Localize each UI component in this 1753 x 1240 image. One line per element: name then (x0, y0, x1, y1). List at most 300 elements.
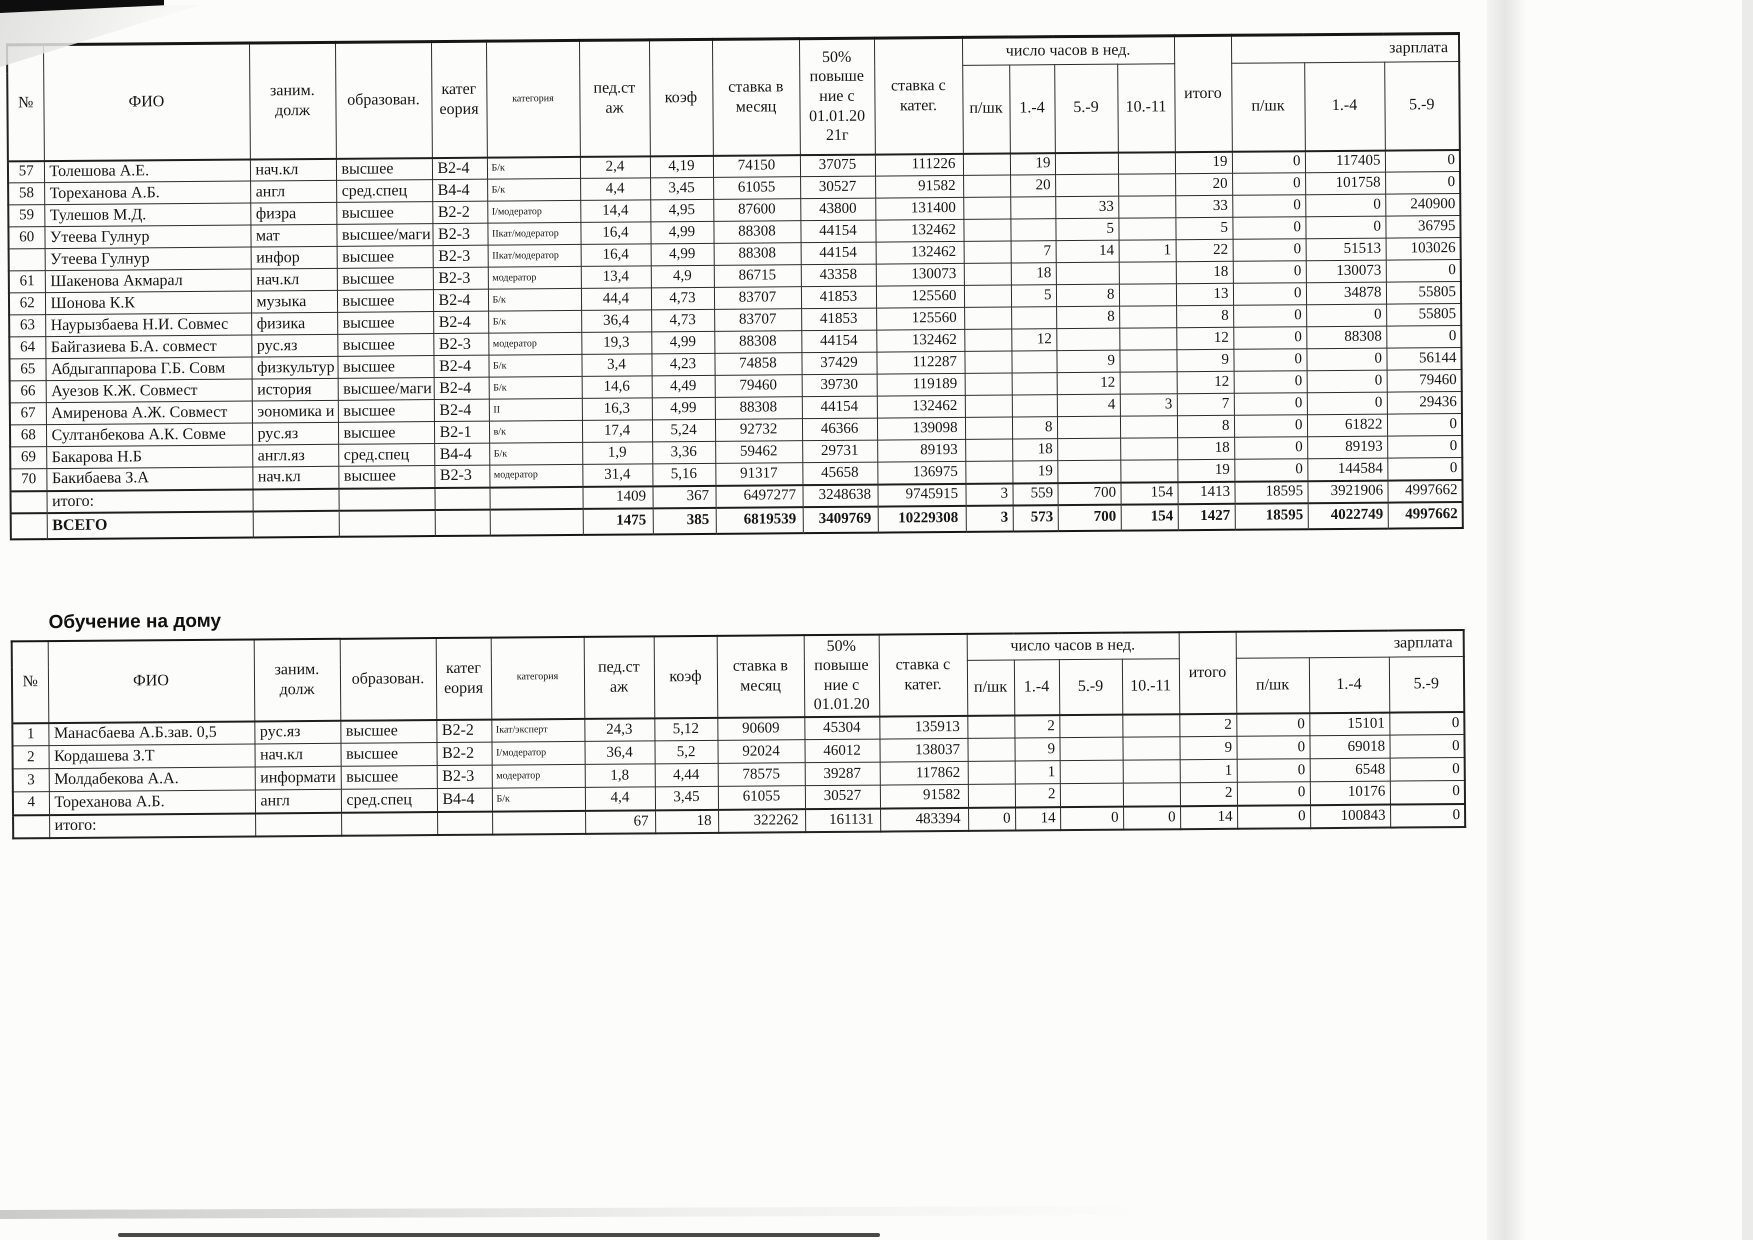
table-cell: Iкат/эксперт (491, 718, 584, 742)
table-cell: 7 (1177, 393, 1234, 415)
table-cell (1119, 262, 1176, 284)
table-cell (1120, 460, 1177, 482)
scan-edge-shadow (1487, 0, 1527, 1240)
table-cell: 0 (1233, 261, 1306, 284)
table-cell: 1,9 (582, 442, 652, 465)
table-cell: 0 (1237, 759, 1310, 783)
table-cell: 3,4 (581, 354, 651, 377)
table-cell: физика (251, 312, 337, 335)
table-cell: 12 (1011, 329, 1056, 351)
column-header: категория (491, 636, 585, 719)
table-cell: 14 (1056, 240, 1119, 262)
table-cell: 103026 (1386, 237, 1461, 260)
table-cell: 30527 (800, 176, 875, 199)
table-cell: Байгазиева Б.А. совмест (45, 335, 251, 359)
table-cell: 0 (1386, 259, 1461, 282)
table-cell: 154 (1120, 482, 1177, 504)
table-cell: В2-3 (433, 267, 488, 289)
table-cell: 39730 (802, 374, 877, 397)
table-cell: 12 (1057, 372, 1120, 394)
table-cell: 101758 (1305, 172, 1385, 195)
column-header: заним. долж (249, 42, 336, 159)
table-cell: 63 (9, 315, 45, 337)
column-header: 50% повыше ние с 01.01.20 21г (799, 38, 875, 155)
table-cell: I/модератор (491, 741, 584, 765)
table-cell: Манасбаева А.Б.зав. 0,5 (48, 721, 254, 746)
table-cell: Б/к (488, 310, 581, 333)
table-cell: 91582 (875, 175, 963, 198)
table-cell: 51513 (1306, 238, 1386, 261)
table-cell (435, 509, 490, 535)
table-cell (1059, 714, 1122, 737)
table-cell (1123, 760, 1180, 783)
table-cell: модератор (488, 332, 581, 355)
table-cell: 89193 (1307, 436, 1387, 459)
table-cell (964, 241, 1011, 263)
table-cell: В2-4 (433, 311, 488, 333)
column-header: образован. (340, 638, 437, 721)
table-cell: Б/к (487, 178, 580, 201)
column-header: № (12, 641, 49, 723)
table-cell: Амиренова А.Ж. Совмест (46, 401, 252, 425)
table-cell: В4-4 (434, 443, 489, 465)
table-cell: 100843 (1310, 804, 1390, 828)
table-cell: 18595 (1234, 481, 1307, 504)
table-cell: Бакибаева З.А (46, 467, 252, 491)
table-cell: 19,3 (581, 332, 651, 355)
staff-salary-table (6, 32, 1464, 540)
table-cell: 0 (1232, 195, 1305, 218)
table-cell: 0 (1233, 239, 1306, 262)
table-cell: 1 (1119, 240, 1176, 262)
table-cell: 43358 (801, 264, 876, 287)
table-cell: 367 (652, 485, 715, 507)
table-cell: 90609 (717, 717, 804, 741)
home-schooling-title: Обучение на дому (48, 610, 222, 633)
table-cell: 5 (1175, 217, 1232, 239)
table-cell: 9 (1179, 736, 1236, 759)
table-cell: 132462 (876, 329, 964, 352)
table-cell: 136975 (877, 461, 965, 484)
table-cell: 64 (9, 337, 45, 359)
table-cell (1118, 196, 1175, 218)
table-cell: 15101 (1309, 712, 1389, 736)
table-cell: В2-3 (432, 223, 487, 245)
table-cell: 138037 (879, 738, 967, 762)
table-cell: 3921906 (1307, 480, 1387, 503)
table-cell: 61055 (718, 786, 805, 810)
table-cell: 0 (1307, 392, 1387, 415)
table-cell (1012, 395, 1057, 417)
table-cell: 0 (1305, 194, 1385, 217)
table-cell: 4 (13, 792, 49, 815)
itogo-column-header: итого (1174, 35, 1232, 151)
table-cell: 3248638 (802, 484, 877, 507)
table-cell: Б/к (487, 156, 580, 179)
table-cell: 6497277 (715, 485, 802, 508)
table-cell: в/к (489, 420, 582, 443)
table-cell (434, 487, 489, 509)
table-cell: 8 (1012, 417, 1057, 439)
table-cell: 92024 (717, 740, 804, 764)
itogo-column-header: итого (1179, 631, 1237, 714)
table-cell: 16,4 (581, 244, 651, 267)
table-cell: итого: (49, 813, 255, 838)
table-cell (339, 510, 435, 537)
table-cell: 14,6 (582, 376, 652, 399)
column-header: коэф (649, 39, 713, 155)
table-cell (1060, 783, 1123, 806)
column-header: заним. долж (254, 638, 341, 721)
table-cell: 16,3 (582, 398, 652, 421)
table-cell: В2-4 (433, 355, 488, 377)
table-cell: Тореханова А.Б. (44, 181, 250, 205)
table-cell: 0 (1232, 173, 1305, 196)
table-cell: сред.спец (341, 789, 437, 813)
table-cell: 139098 (877, 417, 965, 440)
table-cell: 18 (1011, 263, 1056, 285)
table-cell: В2-4 (432, 157, 487, 179)
hours-group-header: число часов в нед. (962, 36, 1174, 66)
table-cell: В2-3 (434, 465, 489, 487)
table-cell: 5,24 (652, 419, 715, 441)
table-cell: 19 (1177, 459, 1234, 481)
column-header: ФИО (48, 639, 255, 723)
table-cell: 0 (1237, 782, 1310, 806)
table-cell (1056, 328, 1119, 350)
table-cell: 573 (1013, 505, 1058, 531)
table-cell: Абдыгаппарова Г.Б. Совм (45, 357, 251, 381)
table-cell: высшее/маги (336, 224, 432, 247)
table-cell: высшее/маги (338, 378, 434, 401)
table-cell (1057, 416, 1120, 438)
table-cell: 89193 (877, 439, 965, 462)
table-cell: 18 (655, 809, 718, 832)
table-cell: 36,4 (581, 310, 651, 333)
table-cell: 8 (1056, 306, 1119, 328)
table-cell (1118, 218, 1175, 240)
table-cell: 29436 (1387, 391, 1462, 414)
table-cell: 24,3 (584, 718, 654, 742)
table-cell: 0 (1305, 216, 1385, 239)
table-cell: 6548 (1310, 758, 1390, 782)
table-cell: 0 (1390, 758, 1465, 782)
table-cell: 4,99 (651, 243, 714, 265)
table-cell: высшее (338, 466, 434, 489)
table-cell: 79460 (1387, 369, 1462, 392)
table-cell: 45658 (802, 462, 877, 485)
scan-bottom-shadow (0, 1206, 1150, 1219)
table-cell: 8 (1177, 415, 1234, 437)
salary-group-header: зарплата (1236, 629, 1464, 657)
table-cell (1057, 438, 1120, 460)
table-cell: 20 (1010, 175, 1055, 197)
table-cell: рус.яз (254, 720, 340, 744)
table-cell: 1409 (582, 486, 652, 509)
table-cell: 1 (1180, 759, 1237, 782)
table-cell: 59462 (715, 441, 802, 464)
table-cell: 0 (1306, 348, 1386, 371)
table-cell: 0 (1387, 413, 1462, 436)
table-cell (1010, 197, 1055, 219)
table-cell: 44154 (802, 396, 877, 419)
table-cell: 67 (585, 810, 655, 834)
table-cell: Тулешов М.Д. (44, 203, 250, 227)
column-header: ФИО (43, 43, 250, 161)
table-cell: 0 (1389, 735, 1464, 759)
table-cell: 3 (966, 505, 1013, 531)
table-cell: нач.кл (252, 466, 338, 489)
table-cell: 33 (1055, 196, 1118, 218)
table-cell: IIкат/модератор (488, 244, 581, 267)
table-cell: Шакенова Акмарал (45, 269, 251, 293)
table-cell: 3 (965, 483, 1012, 505)
table-cell: Тореханова А.Б. (49, 790, 255, 815)
table-cell: 2,4 (580, 156, 650, 179)
scan-far-edge (1742, 0, 1753, 1240)
table-cell: 88308 (714, 331, 801, 354)
table-cell: 14 (1015, 807, 1060, 830)
column-header: 5.-9 (1054, 64, 1118, 152)
column-header: 10.-11 (1117, 64, 1175, 152)
table-cell (1119, 350, 1176, 372)
table-cell: 20 (1175, 173, 1232, 195)
table-cell: В2-3 (437, 765, 492, 788)
table-cell: 0 (1385, 172, 1460, 195)
table-cell: 240900 (1385, 193, 1460, 216)
table-cell: 3 (1120, 394, 1177, 416)
table-cell: 117405 (1305, 150, 1385, 173)
table-cell: 4,73 (651, 309, 714, 331)
table-cell: 44154 (800, 220, 875, 243)
table-cell: Молдабекова А.А. (49, 767, 255, 792)
table-cell: 8 (1176, 305, 1233, 327)
table-cell: Б/к (488, 288, 581, 311)
table-cell: 0 (1386, 325, 1461, 348)
table-cell: 4 (1057, 394, 1120, 416)
table-cell: 4,95 (650, 199, 713, 221)
table-cell (252, 488, 338, 511)
table-cell: 125560 (876, 307, 964, 330)
table-cell: 1 (1015, 761, 1060, 784)
table-cell: 5 (1055, 218, 1118, 240)
hours-group-header: число часов в нед. (967, 632, 1179, 660)
table-cell: 70 (10, 469, 46, 491)
table-cell: 22 (1176, 239, 1233, 261)
table-cell: мат (250, 224, 336, 247)
table-cell: 0 (1234, 393, 1307, 416)
table-cell: сред.спец (338, 444, 434, 467)
table-cell: 9 (1176, 349, 1233, 371)
table-cell: нач.кл (254, 743, 340, 767)
table-cell: 3,45 (650, 177, 713, 199)
table-cell: нач.кл (250, 158, 336, 181)
table-cell: 14,4 (580, 200, 650, 223)
table-cell (1119, 328, 1176, 350)
table-cell (968, 784, 1015, 807)
table-cell: 43800 (800, 198, 875, 221)
table-cell: высшее (341, 766, 437, 790)
table-cell: I/модератор (487, 200, 580, 223)
table-cell: 57 (8, 161, 44, 183)
table-cell: 60 (8, 227, 44, 249)
column-header: 10.-11 (1122, 658, 1179, 714)
table-cell: 4,44 (655, 763, 718, 786)
table-cell (253, 510, 339, 537)
table-cell: 0 (1387, 435, 1462, 458)
table-cell: информати (255, 766, 341, 790)
table-cell: 13 (1176, 283, 1233, 305)
table-cell: 39287 (805, 762, 880, 786)
table-cell (338, 488, 434, 511)
table-cell: В2-3 (433, 333, 488, 355)
table-cell: Толешова А.Е. (44, 159, 250, 183)
table-cell: 132462 (876, 241, 964, 264)
table-cell (10, 491, 46, 513)
column-header: 1.-4 (1309, 657, 1389, 713)
table-cell: сред.спец (336, 180, 432, 203)
table-cell (1122, 737, 1179, 760)
table-cell: нач.кл (251, 268, 337, 291)
table-cell: 4,4 (580, 178, 650, 201)
table-cell: высшее (340, 743, 436, 767)
table-cell: 559 (1012, 483, 1057, 505)
table-cell (1120, 372, 1177, 394)
table-cell: 44154 (801, 330, 876, 353)
table-cell: 112287 (876, 351, 964, 374)
table-cell: 125560 (876, 285, 964, 308)
table-cell: 131400 (875, 197, 963, 220)
table-cell: В2-4 (434, 377, 489, 399)
table-cell: высшее (338, 400, 434, 423)
table-cell: высшее (337, 356, 433, 379)
table-cell (1055, 152, 1118, 174)
table-cell: 91582 (880, 784, 968, 808)
table-cell: модератор (492, 764, 585, 788)
table-cell: 18 (1176, 261, 1233, 283)
table-cell: Б/к (488, 354, 581, 377)
table-cell: Бакарова Н.Б (46, 445, 252, 469)
table-cell: В2-4 (434, 399, 489, 421)
table-cell: модератор (489, 464, 582, 487)
table-cell: 6819539 (716, 507, 803, 534)
table-cell: 111226 (875, 153, 963, 176)
table-cell: В2-2 (432, 201, 487, 223)
table-cell (964, 351, 1011, 373)
table-cell: инфор (251, 246, 337, 269)
table-cell: 36795 (1385, 215, 1460, 238)
table-cell (964, 307, 1011, 329)
table-cell: В2-2 (436, 742, 491, 765)
table-cell: 0 (1232, 151, 1305, 174)
table-cell: 74858 (714, 353, 801, 376)
table-cell: 34878 (1306, 282, 1386, 305)
table-cell: рус.яз (252, 422, 338, 445)
table-cell: 83707 (714, 309, 801, 332)
table-cell: эономика и (252, 400, 338, 423)
column-header: пед.ст аж (579, 40, 650, 157)
table-cell: 2 (1179, 713, 1236, 736)
table-cell: 66 (10, 381, 46, 403)
table-cell (963, 153, 1010, 175)
table-cell: 58 (8, 183, 44, 205)
table-cell: IIкат/модератор (487, 222, 580, 245)
column-header: ставка в месяц (717, 635, 805, 718)
column-header: ставка в месяц (712, 39, 800, 156)
table-cell: 5,12 (654, 717, 717, 740)
table-cell: 1427 (1178, 503, 1235, 529)
table-cell: 4,49 (652, 375, 715, 397)
table-cell: 65 (9, 359, 45, 381)
table-cell (255, 812, 341, 836)
table-cell: 4,99 (650, 221, 713, 243)
column-header: коэф (654, 635, 718, 718)
table-cell: 10176 (1310, 781, 1390, 805)
table-cell (11, 513, 47, 539)
table-cell: 3,45 (655, 786, 718, 809)
table-cell: В4-4 (437, 788, 492, 811)
table-cell: 1 (12, 723, 48, 746)
table-cell: 5,2 (654, 740, 717, 763)
table-cell: 4,4 (585, 787, 655, 811)
table-cell: 130073 (1306, 260, 1386, 283)
table-cell: В2-4 (433, 289, 488, 311)
table-cell: Ауезов К.Ж. Совмест (46, 379, 252, 403)
table-cell: 88308 (1306, 326, 1386, 349)
table-cell: 4,73 (651, 287, 714, 309)
table-cell: 56144 (1386, 347, 1461, 370)
table-cell: 33 (1175, 195, 1232, 217)
table-cell: 31,4 (582, 464, 652, 487)
table-cell: 0 (1387, 457, 1462, 480)
table-cell: 83707 (714, 287, 801, 310)
table-cell: В4-4 (432, 179, 487, 201)
table-cell (1119, 284, 1176, 306)
table-cell: 19 (1175, 151, 1232, 173)
table-cell: 67 (10, 403, 46, 425)
table-cell (1012, 373, 1057, 395)
column-header: п/шк (962, 65, 1010, 153)
table-cell: 0 (1389, 712, 1464, 736)
table-cell (1056, 262, 1119, 284)
table-cell: 10229308 (878, 505, 966, 532)
column-header: ставка с катег. (879, 633, 968, 716)
table-cell: 62 (9, 293, 45, 315)
table-cell: Б/к (489, 376, 582, 399)
table-cell (965, 439, 1012, 461)
table-cell: 4997662 (1387, 479, 1462, 502)
table-cell: 119189 (877, 373, 965, 396)
table-cell: 322262 (718, 809, 805, 833)
table-cell: 2 (1180, 782, 1237, 805)
table-cell: высшее (337, 312, 433, 335)
table-cell: 55805 (1386, 281, 1461, 304)
table-cell: 8 (1056, 284, 1119, 306)
table-cell: 17,4 (582, 420, 652, 443)
table-cell: 0 (1306, 304, 1386, 327)
table-cell: Султанбекова А.К. Совме (46, 423, 252, 447)
table-cell: 55805 (1386, 303, 1461, 326)
table-cell: 0 (1236, 713, 1309, 737)
table-cell: 74150 (713, 155, 800, 178)
table-cell: 0 (1233, 349, 1306, 372)
table-cell: 0 (1060, 806, 1123, 829)
table-cell: высшее (336, 202, 432, 225)
table-cell: 9745915 (877, 483, 965, 506)
table-cell: 86715 (714, 265, 801, 288)
table-cell (1122, 714, 1179, 737)
column-header: п/шк (1236, 657, 1309, 713)
